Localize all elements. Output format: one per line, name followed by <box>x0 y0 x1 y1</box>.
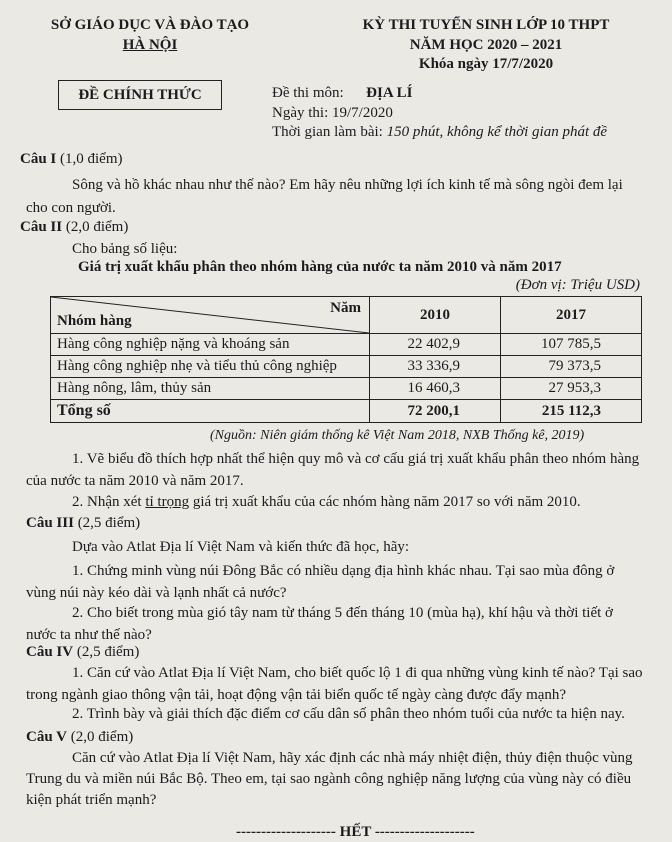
department-name: SỞ GIÁO DỤC VÀ ĐÀO TẠO <box>50 17 250 33</box>
q1-title: Câu I <box>20 151 57 167</box>
col-header-year: Năm <box>330 300 361 316</box>
q5-points: (2,0 điểm) <box>70 729 134 745</box>
q3-intro: Dựa vào Atlat Địa lí Việt Nam và kiến thức đã học, hãy: <box>72 539 410 555</box>
year-2010-header: 2010 <box>370 297 501 334</box>
total-value-2010: 72 200,1 <box>370 400 501 423</box>
q4-task2: 2. Trình bày và giải thích đặc điểm cơ cấu dân số phân theo nhóm tuổi của nước ta hiện nay. <box>72 706 625 722</box>
row-value-2017: 107 785,5 <box>501 334 642 356</box>
q1-heading <box>20 150 640 169</box>
end-label: HẾT <box>339 824 372 840</box>
q3-task2: 2. Cho biết trong mùa gió tây nam từ tháng 5 đến tháng 10 (mùa hạ), khí hậu và thời tiết ở nước ta như thế nào? <box>26 605 613 643</box>
q2-task2-start: 2. Nhận xét <box>72 494 146 510</box>
time-label: Thời gian làm bài: <box>272 124 383 140</box>
subject-line <box>272 84 607 104</box>
time-line <box>272 123 607 143</box>
q2-table-unit: (Đơn vị: Triệu USD) <box>515 277 640 293</box>
row-label: Hàng công nghiệp nặng và khoáng sản <box>51 334 370 356</box>
q2-title: Câu II <box>20 219 63 235</box>
department-city: HÀ NỘI <box>122 36 178 53</box>
subject-value: ĐỊA LÍ <box>366 85 413 101</box>
row-label: Hàng công nghiệp nhẹ và tiểu thủ công nghiệp <box>51 356 370 378</box>
department-header <box>0 16 300 55</box>
q2-heading <box>20 218 640 237</box>
q5-heading <box>26 728 646 747</box>
q3-heading <box>26 514 646 533</box>
exam-title: KỲ THI TUYỂN SINH LỚP 10 THPT <box>362 17 610 33</box>
q5-text: Căn cứ vào Atlat Địa lí Việt Nam, hãy xác định các nhà máy nhiệt điện, thủy điện thuộc vùng Trung du và miền núi Bắc Bộ. Theo em, tại sao ngành công nghiệp năng lượng của vùng này có điều kiện phát triển mạnh? <box>26 750 633 808</box>
table-row <box>51 378 642 400</box>
table-row <box>51 356 642 378</box>
row-value-2017: 27 953,3 <box>501 378 642 400</box>
total-label: Tổng số <box>51 400 370 423</box>
exam-meta <box>272 84 607 143</box>
table-row <box>51 334 642 356</box>
year-2017-header: 2017 <box>501 297 642 334</box>
table-total-row <box>51 400 642 423</box>
official-label: ĐỀ CHÍNH THỨC <box>58 80 222 110</box>
q4-task1: 1. Căn cứ vào Atlat Địa lí Việt Nam, cho biết quốc lộ 1 đi qua những vùng kinh tế nào? Tại sao trong ngành giao thông vận tải, hoạt động vận tải biển quốc tế ngày càng được đẩy mạnh? <box>26 665 643 703</box>
q2-intro: Cho bảng số liệu: <box>72 241 178 257</box>
table-corner-cell <box>51 297 370 334</box>
table-header-row <box>51 297 642 334</box>
total-value-2017: 215 112,3 <box>501 400 642 423</box>
row-value-2010: 33 336,9 <box>370 356 501 378</box>
q1-points: (1,0 điểm) <box>60 151 123 167</box>
q4-heading <box>26 643 646 662</box>
q1-text: Sông và hồ khác nhau như thế nào? Em hãy nêu những lợi ích kinh tế mà sông ngòi đem lại cho con người. <box>26 177 623 216</box>
exam-year: NĂM HỌC 2020 – 2021 <box>409 36 563 53</box>
row-value-2010: 16 460,3 <box>370 378 501 400</box>
exam-header <box>300 16 672 75</box>
exam-session: Khóa ngày 17/7/2020 <box>418 56 554 72</box>
q4-title: Câu IV <box>26 644 74 660</box>
time-value: 150 phút, không kể thời gian phát đề <box>386 124 608 140</box>
subject-label: Đề thi môn: <box>272 85 344 101</box>
q2-table-title: Giá trị xuất khẩu phân theo nhóm hàng của nước ta năm 2010 và năm 2017 <box>78 259 562 275</box>
q2-task1: 1. Vẽ biểu đồ thích hợp nhất thể hiện quy mô và cơ cấu giá trị xuất khẩu phân theo nhóm hàng của nước ta năm 2010 và năm 2017. <box>26 451 640 489</box>
q3-points: (2,5 điểm) <box>77 515 141 531</box>
q2-task2 <box>26 493 646 512</box>
col-header-group: Nhóm hàng <box>57 313 132 330</box>
exam-date: Ngày thi: 19/7/2020 <box>272 104 393 121</box>
row-value-2017: 79 373,5 <box>501 356 642 378</box>
q5-title: Câu V <box>26 729 67 745</box>
q2-task2-end: giá trị xuất khẩu của các nhóm hàng năm 2017 so với năm 2010. <box>189 494 581 510</box>
row-label: Hàng nông, lâm, thủy sản <box>51 378 370 400</box>
q2-task2-underlined: tỉ trọng <box>145 494 190 510</box>
row-value-2010: 22 402,9 <box>370 334 501 356</box>
q3-title: Câu III <box>26 515 74 531</box>
table-source: (Nguồn: Niên giám thống kê Việt Nam 2018, NXB Thống kê, 2019) <box>210 428 585 443</box>
export-table <box>50 296 642 423</box>
q2-points: (2,0 điểm) <box>65 219 129 235</box>
q3-task1: 1. Chứng minh vùng núi Đông Bắc có nhiều dạng địa hình khác nhau. Tại sao mùa đông ở vùng núi này kéo dài và lạnh nhất cả nước? <box>26 563 615 601</box>
q4-points: (2,5 điểm) <box>76 644 140 660</box>
end-marker: -------------------- HẾT -------------------- <box>236 824 475 840</box>
